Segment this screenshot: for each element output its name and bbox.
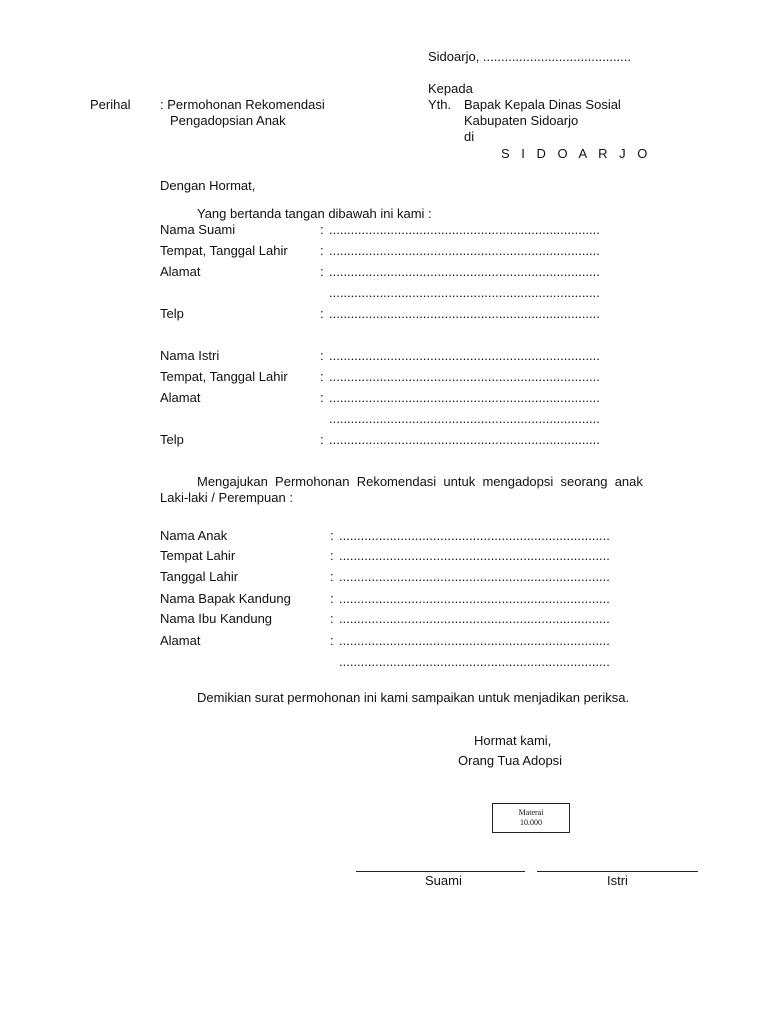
field-colon: : — [320, 390, 324, 405]
field-colon: : — [330, 633, 334, 648]
istri-label: Istri — [607, 873, 628, 888]
field-label: Nama Ibu Kandung — [160, 611, 273, 626]
request-line2: Laki-laki / Perempuan : — [160, 490, 293, 505]
field-colon: : — [320, 369, 324, 384]
field-colon: : — [320, 432, 324, 447]
field-dots[interactable]: ........................................................................... — [339, 528, 610, 543]
intro-text: Yang bertanda tangan dibawah ini kami : — [197, 206, 432, 221]
field-dots[interactable]: ........................................................................... — [329, 222, 600, 237]
field-dots-continuation[interactable]: ........................................................................... — [329, 285, 600, 300]
field-colon: : — [330, 569, 334, 584]
field-label: Telp — [160, 306, 184, 321]
field-label: Nama Anak — [160, 528, 228, 543]
field-label: Tempat Lahir — [160, 548, 236, 563]
field-label: Tempat, Tanggal Lahir — [160, 369, 288, 384]
field-label: Alamat — [160, 264, 201, 279]
perihal-label: Perihal — [90, 97, 131, 112]
perihal-line2: Pengadopsian Anak — [170, 113, 286, 128]
field-dots-continuation[interactable]: ........................................................................... — [339, 654, 610, 669]
materai-stamp-box — [492, 803, 570, 833]
perihal-line1: : Permohonan Rekomendasi — [160, 97, 325, 112]
field-dots[interactable]: ........................................................................... — [339, 569, 610, 584]
field-dots[interactable]: ........................................................................... — [329, 369, 600, 384]
field-colon: : — [330, 528, 334, 543]
field-dots[interactable]: ........................................................................... — [339, 611, 610, 626]
request-line1: Mengajukan Permohonan Rekomendasi untuk mengadopsi seorang anak — [197, 474, 643, 489]
field-colon: : — [320, 243, 324, 258]
field-dots[interactable]: ........................................................................... — [339, 591, 610, 606]
kepada-label: Kepada — [428, 81, 473, 96]
orang-tua-adopsi: Orang Tua Adopsi — [458, 753, 563, 768]
field-dots[interactable]: ........................................................................... — [329, 306, 600, 321]
closing-text: Demikian surat permohonan ini kami sampaikan untuk menjadikan periksa. — [197, 690, 630, 705]
field-colon: : — [330, 611, 334, 626]
suami-label: Suami — [425, 873, 462, 888]
di-label: di — [464, 129, 475, 144]
field-dots[interactable]: ........................................................................... — [329, 264, 600, 279]
hormat-kami: Hormat kami, — [474, 733, 552, 748]
field-dots[interactable]: ........................................................................... — [329, 432, 600, 447]
field-dots[interactable]: ........................................................................... — [339, 548, 610, 563]
materai-label: Materai — [518, 808, 544, 817]
field-label: Alamat — [160, 390, 201, 405]
place-date: Sidoarjo, ......................................... — [428, 49, 632, 64]
field-dots[interactable]: ........................................................................... — [329, 390, 600, 405]
field-dots[interactable]: ........................................................................... — [329, 243, 600, 258]
field-label: Nama Istri — [160, 348, 220, 363]
recipient-line2: Kabupaten Sidoarjo — [464, 113, 579, 128]
field-label: Telp — [160, 432, 184, 447]
field-label: Nama Bapak Kandung — [160, 591, 291, 606]
city-name: S I D O A R J O — [501, 146, 652, 161]
field-label: Nama Suami — [160, 222, 236, 237]
field-label: Alamat — [160, 633, 201, 648]
field-colon: : — [330, 548, 334, 563]
field-colon: : — [320, 348, 324, 363]
field-dots-continuation[interactable]: ........................................................................... — [329, 411, 600, 426]
materai-value: 10.000 — [520, 818, 542, 827]
signature-line-suami — [356, 871, 525, 872]
field-label: Tanggal Lahir — [160, 569, 239, 584]
field-colon: : — [320, 264, 324, 279]
field-colon: : — [320, 306, 324, 321]
salutation: Dengan Hormat, — [160, 178, 256, 193]
signature-line-istri — [537, 871, 698, 872]
field-dots[interactable]: ........................................................................... — [329, 348, 600, 363]
recipient-line1: Bapak Kepala Dinas Sosial — [464, 97, 621, 112]
field-label: Tempat, Tanggal Lahir — [160, 243, 288, 258]
field-dots[interactable]: ........................................................................... — [339, 633, 610, 648]
yth-label: Yth. — [428, 97, 452, 112]
field-colon: : — [320, 222, 324, 237]
field-colon: : — [330, 591, 334, 606]
